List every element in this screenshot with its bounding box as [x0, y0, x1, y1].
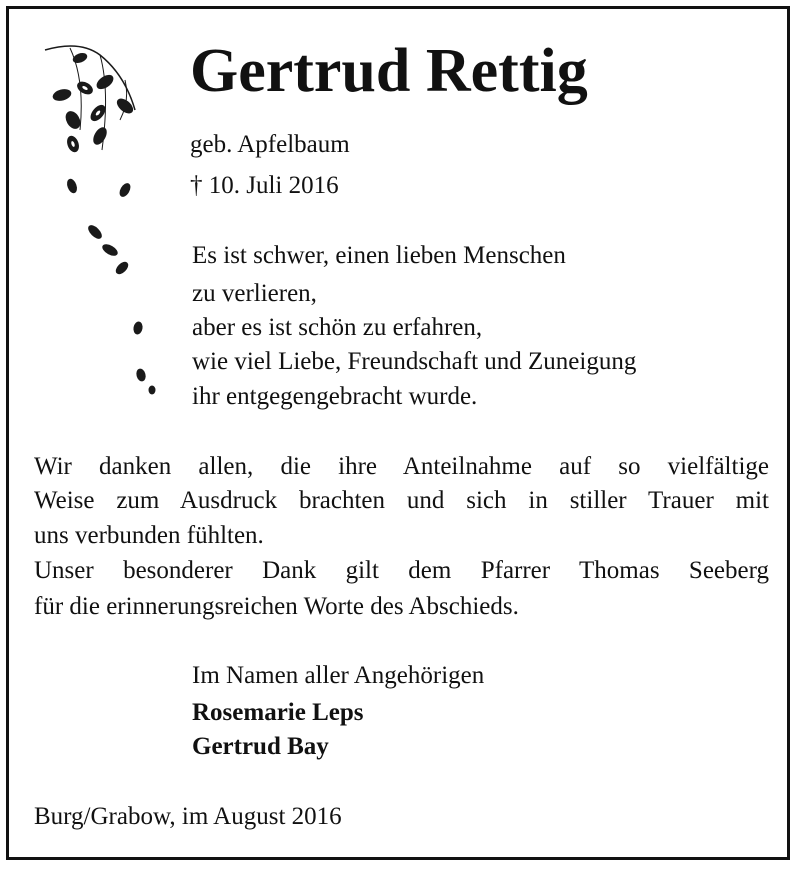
poem-line: Es ist schwer, einen lieben Menschen	[192, 242, 566, 269]
poem-line: wie viel Liebe, Freundschaft und Zuneigung	[192, 348, 637, 375]
signer-name: Rosemarie Leps	[192, 699, 364, 726]
thanks-line: Weise zum Ausdruck brachten und sich in stiller Trauer mit	[34, 487, 769, 514]
maiden-name: geb. Apfelbaum	[190, 131, 350, 158]
death-date: † 10. Juli 2016	[190, 172, 339, 199]
poem-line: zu verlieren,	[192, 280, 317, 307]
thanks-line: Wir danken allen, die ihre Anteilnahme auf so vielfältige	[34, 453, 769, 480]
thanks-line: Unser besonderer Dank gilt dem Pfarrer Thomas Seeberg	[34, 557, 769, 584]
thanks-line: für die erinnerungsreichen Worte des Abschieds.	[34, 593, 519, 620]
place-and-date: Burg/Grabow, im August 2016	[34, 803, 342, 830]
signer-name: Gertrud Bay	[192, 733, 329, 760]
signature-intro: Im Namen aller Angehörigen	[192, 662, 485, 689]
poem-line: aber es ist schön zu erfahren,	[192, 314, 483, 341]
thanks-line: uns verbunden fühlten.	[34, 522, 264, 549]
poem-line: ihr entgegengebracht wurde.	[192, 383, 478, 410]
birch-branch-leaves-icon	[40, 40, 170, 410]
deceased-name: Gertrud Rettig	[190, 37, 588, 105]
